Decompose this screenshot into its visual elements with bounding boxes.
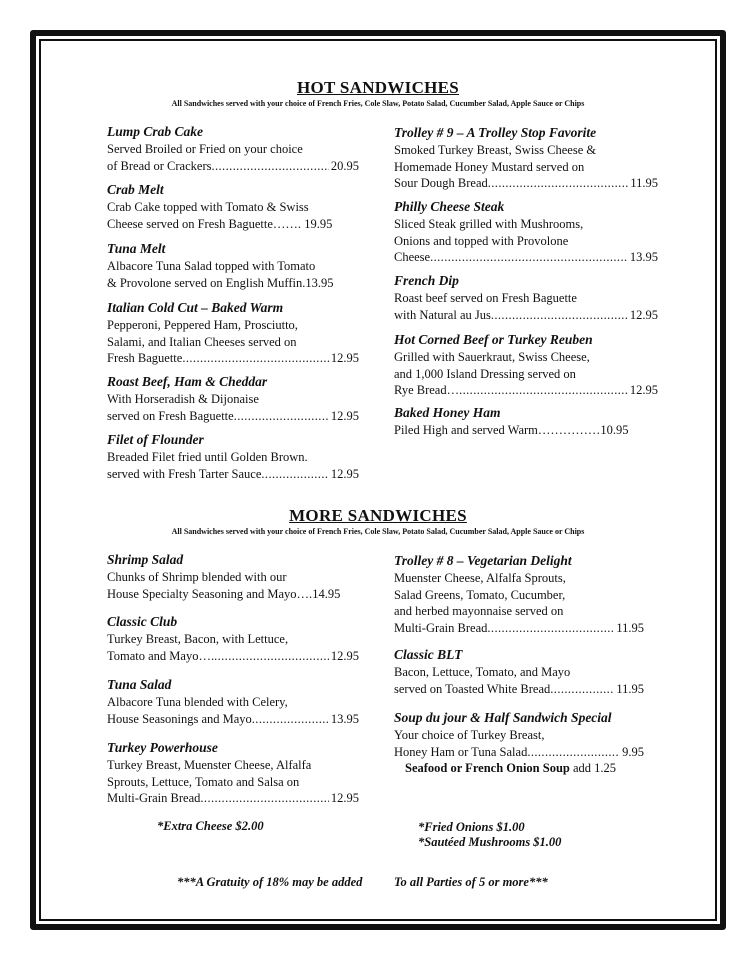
item-price: 12.95	[330, 351, 359, 366]
item-description: Grilled with Sauerkraut, Swiss Cheese,	[394, 350, 590, 364]
item-description: Smoked Turkey Breast, Swiss Cheese &	[394, 143, 597, 157]
sauteed-mushrooms-note: *Sautéed Mushrooms $1.00	[418, 835, 562, 849]
item-price-line: Cheese served on Fresh Baguette……. 19.95	[107, 216, 333, 231]
item-price: 11.95	[616, 620, 644, 635]
item-price-line: Multi-Grain Bread ..... 11.95	[394, 620, 644, 637]
item-price-line: with Natural au Jus ..... 12.95	[394, 307, 658, 324]
item-price: 19.95	[304, 216, 333, 231]
item-price-line: Rye Bread… ..... 12.95	[394, 382, 658, 399]
item-description: Chunks of Shrimp blended with our	[107, 570, 287, 584]
hot-sandwiches-heading: HOT SANDWICHES	[296, 78, 460, 97]
item-price-line: of Bread or Crackers ..... 20.95	[107, 158, 359, 175]
more-sandwiches-heading: MORE SANDWICHES	[289, 506, 467, 525]
item-description: Breaded Filet fried until Golden Brown.	[107, 450, 308, 464]
item-name: Tuna Melt	[107, 241, 166, 256]
menu-item	[394, 553, 658, 636]
item-description: Turkey Breast, Muenster Cheese, Alfalfa	[107, 758, 312, 772]
item-price-line: Sour Dough Bread ..... 11.95	[394, 175, 658, 192]
item-name: Lump Crab Cake	[107, 124, 204, 139]
item-name: Shrimp Salad	[107, 552, 184, 567]
item-description: Roast beef served on Fresh Baguette	[394, 291, 577, 305]
gratuity-note-left: ***A Gratuity of 18% may be added	[177, 875, 363, 889]
item-price-line: Piled High and served Warm……………10.95	[394, 423, 629, 437]
item-description: Salami, and Italian Cheeses served on	[107, 334, 297, 349]
item-price-line: served on Toasted White Bread ..... 11.95	[394, 681, 644, 698]
item-price: 12.95	[629, 307, 658, 322]
item-price-line: Tomato and Mayo…. ..... 12.95	[107, 648, 359, 665]
item-description: Turkey Breast, Bacon, with Lettuce,	[107, 632, 289, 646]
item-name: Hot Corned Beef or Turkey Reuben	[394, 332, 593, 347]
item-name: Turkey Powerhouse	[107, 740, 218, 755]
item-price: 14.95	[312, 586, 341, 601]
item-price: 11.95	[616, 681, 644, 696]
item-price: 12.95	[330, 791, 359, 806]
menu-item	[394, 332, 658, 399]
item-description: Albacore Tuna Salad topped with Tomato	[107, 259, 316, 273]
menu-item	[107, 740, 359, 807]
item-price: 12.95	[330, 466, 359, 481]
fried-onions-note: *Fried Onions $1.00	[418, 820, 525, 834]
item-name: Classic Club	[107, 614, 178, 629]
item-price-line: Fresh Baguette ..... 12.95	[107, 350, 359, 367]
item-price: 12.95	[629, 383, 658, 398]
item-price-line: & Provolone served on English Muffin.13.95	[107, 275, 334, 290]
item-description: Your choice of Turkey Breast,	[394, 728, 545, 742]
gratuity-note-right: To all Parties of 5 or more***	[394, 875, 548, 889]
item-name: French Dip	[394, 273, 459, 288]
item-price: 10.95	[600, 423, 629, 437]
item-description: Bacon, Lettuce, Tomato, and Mayo	[394, 665, 571, 679]
menu-item	[107, 677, 359, 727]
menu-item	[107, 300, 359, 367]
item-price-line: Honey Ham or Tuna Salad ..... 9.95	[394, 744, 644, 761]
item-price-line: served with Fresh Tarter Sauce ..... 12.95	[107, 466, 359, 483]
item-name: Filet of Flounder	[107, 432, 204, 447]
menu-item	[107, 124, 359, 174]
menu-item	[394, 710, 658, 777]
item-description: Crab Cake topped with Tomato & Swiss	[107, 200, 309, 214]
soup-upgrade-line: Seafood or French Onion Soup add 1.25	[405, 761, 617, 776]
item-price-line: served on Fresh Baguette ..... 12.95	[107, 408, 359, 425]
menu-item	[107, 374, 359, 424]
hot-sandwiches-subtitle: All Sandwiches served with your choice of French Fries, Cole Slaw, Potato Salad, Cucumber Salad, Apple Sauce or Chips	[171, 99, 585, 108]
menu-item	[394, 199, 658, 266]
item-description: Sliced Steak grilled with Mushrooms,	[394, 217, 584, 231]
item-name: Trolley # 8 – Vegetarian Delight	[394, 553, 572, 568]
menu-item	[107, 552, 359, 602]
item-description: Muenster Cheese, Alfalfa Sprouts,	[394, 571, 566, 585]
menu-item	[394, 405, 658, 439]
item-name: Crab Melt	[107, 182, 164, 197]
item-price: 9.95	[622, 744, 644, 759]
item-price: 11.95	[630, 176, 658, 191]
item-price: 12.95	[330, 408, 359, 423]
item-name: Italian Cold Cut – Baked Warm	[107, 300, 284, 315]
item-name: Trolley # 9 – A Trolley Stop Favorite	[394, 125, 597, 140]
item-description: Homemade Honey Mustard served on	[394, 159, 585, 174]
item-name: Roast Beef, Ham & Cheddar	[107, 374, 268, 389]
menu-item	[107, 614, 359, 664]
extra-cheese-note: *Extra Cheese $2.00	[157, 819, 264, 833]
item-description: Albacore Tuna blended with Celery,	[107, 695, 288, 709]
item-price-line: House Specialty Seasoning and Mayo….14.95	[107, 586, 341, 601]
menu-item	[394, 125, 658, 192]
item-description: Onions and topped with Provolone	[394, 233, 569, 248]
item-price: 13.95	[330, 711, 359, 726]
menu-item	[107, 182, 359, 232]
item-description: and 1,000 Island Dressing served on	[394, 366, 576, 381]
item-price-line: Cheese ..... 13.95	[394, 249, 658, 266]
item-price: 12.95	[330, 648, 359, 663]
item-name: Baked Honey Ham	[394, 405, 501, 420]
item-price-line: Multi-Grain Bread ..... 12.95	[107, 790, 359, 807]
item-name: Soup du jour & Half Sandwich Special	[394, 710, 612, 725]
item-description: Pepperoni, Peppered Ham, Prosciutto,	[107, 318, 298, 332]
item-name: Classic BLT	[394, 647, 463, 662]
item-description: Sprouts, Lettuce, Tomato and Salsa on	[107, 774, 300, 789]
item-description: Salad Greens, Tomato, Cucumber,	[394, 587, 566, 602]
item-name: Tuna Salad	[107, 677, 172, 692]
item-description: and herbed mayonnaise served on	[394, 604, 564, 619]
item-description: Served Broiled or Fried on your choice	[107, 142, 303, 156]
item-price-line: House Seasonings and Mayo ..... 13.95	[107, 711, 359, 728]
more-sandwiches-subtitle: All Sandwiches served with your choice of French Fries, Cole Slaw, Potato Salad, Cucumber Salad, Apple Sauce or Chips	[171, 527, 585, 536]
menu-item	[394, 273, 658, 323]
item-price: 13.95	[629, 250, 658, 265]
item-description: With Horseradish & Dijonaise	[107, 392, 259, 406]
item-name: Philly Cheese Steak	[394, 199, 505, 214]
menu-item	[394, 647, 658, 697]
item-price: 20.95	[330, 158, 359, 173]
menu-item	[107, 241, 359, 291]
menu-item	[107, 432, 359, 482]
